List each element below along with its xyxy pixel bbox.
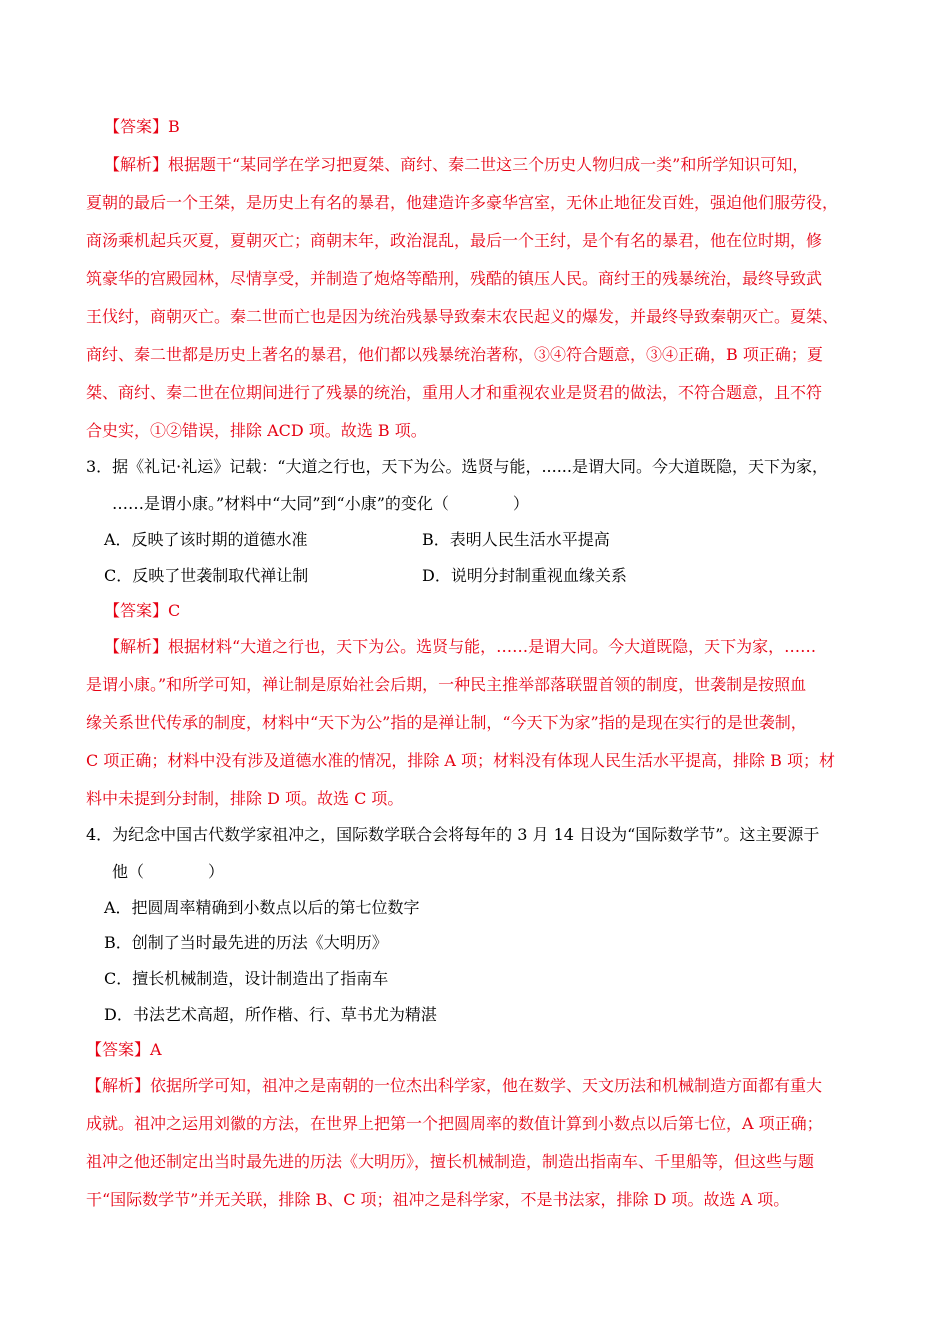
q3-analysis-line-2: 是谓小康。”和所学可知，禅让制是原始社会后期，一种民主推举部落联盟首领的制度，世袭制是按照血 [86,675,807,694]
q4-stem-line-2: 他（ ） [112,862,225,881]
q2-analysis-line-4: 筑豪华的宫殿园林，尽情享受，并制造了炮烙等酷刑，残酷的镇压人民。商纣王的残暴统治，最终导致武 [86,269,823,288]
q3-option-b: B．表明人民生活水平提高 [422,530,610,549]
q4-option-a: A．把圆周率精确到小数点以后的第七位数字 [104,898,420,917]
q3-stem-line-2: ……是谓小康。”材料中“大同”到“小康”的变化（ ） [112,494,529,513]
q3-analysis-line-5: 料中未提到分封制，排除 D 项。故选 C 项。 [86,789,404,808]
q2-analysis-line-5: 王伐纣，商朝灭亡。秦二世而亡也是因为统治残暴导致秦末农民起义的爆发，并最终导致秦朝灭亡。夏桀、 [86,307,839,326]
q2-analysis-line-8: 合史实，①②错误，排除 ACD 项。故选 B 项。 [86,421,427,440]
q3-analysis-line-3: 缘关系世代传承的制度，材料中“天下为公”指的是禅让制，“今天下为家”指的是现在实行的是世袭制， [86,713,807,732]
q4-option-c: C．擅长机械制造，设计制造出了指南车 [104,969,389,988]
q3-option-d: D．说明分封制重视血缘关系 [422,566,627,585]
q3-option-c: C．反映了世袭制取代禅让制 [104,566,309,585]
q4-option-d: D．书法艺术高超，所作楷、行、草书尤为精湛 [104,1005,437,1024]
q2-analysis-line-7: 桀、商纣、秦二世在位期间进行了残暴的统治，重用人才和重视农业是贤君的做法，不符合题意，且不符 [86,383,823,402]
q4-analysis-line-1: 【解析】依据所学可知，祖冲之是南朝的一位杰出科学家，他在数学、天文历法和机械制造方面都有重大 [86,1076,823,1095]
q4-option-b: B．创制了当时最先进的历法《大明历》 [104,933,388,952]
q2-analysis-line-1: 【解析】根据题干“某同学在学习把夏桀、商纣、秦二世这三个历史人物归成一类”和所学知识可知， [104,155,809,174]
q3-analysis-line-4: C 项正确；材料中没有涉及道德水准的情况，排除 A 项；材料没有体现人民生活水平提高，排除 B 项；材 [86,751,835,770]
q3-stem-line-1: 3．据《礼记·礼运》记载：“大道之行也，天下为公。选贤与能，......是谓大同。今大道既隐，天下为家， [86,457,828,476]
q4-stem-line-1: 4．为纪念中国古代数学家祖冲之，国际数学联合会将每年的 3 月 14 日设为“国际数学节”。这主要源于 [86,825,820,844]
q2-analysis-line-3: 商汤乘机起兵灭夏，夏朝灭亡；商朝末年，政治混乱，最后一个王纣，是个有名的暴君，他在位时期，修 [86,231,823,250]
q4-analysis-line-3: 祖冲之他还制定出当时最先进的历法《大明历》，擅长机械制造，制造出指南车、千里船等，但这些与题 [86,1152,815,1171]
q4-analysis-line-2: 成就。祖冲之运用刘徽的方法，在世界上把第一个把圆周率的数值计算到小数点以后第七位，A 项正确； [86,1114,823,1133]
q4-answer: 【答案】A [86,1040,162,1059]
q3-answer: 【答案】C [104,601,181,620]
q2-analysis-line-6: 商纣、秦二世都是历史上著名的暴君，他们都以残暴统治著称，③④符合题意，③④正确，B 项正确；夏 [86,345,823,364]
q4-analysis-line-4: 干“国际数学节”并无关联，排除 B、C 项；祖冲之是科学家，不是书法家，排除 D 项。故选 A 项。 [86,1190,790,1209]
q3-analysis-line-1: 【解析】根据材料“大道之行也，天下为公。选贤与能，……是谓大同。今大道既隐，天下为家，…… [104,637,817,656]
q2-answer: 【答案】B [104,117,180,136]
q2-analysis-line-2: 夏朝的最后一个王桀，是历史上有名的暴君，他建造许多豪华宫室，无休止地征发百姓，强迫他们服劳役， [86,193,839,212]
q3-option-a: A．反映了该时期的道德水准 [104,530,308,549]
